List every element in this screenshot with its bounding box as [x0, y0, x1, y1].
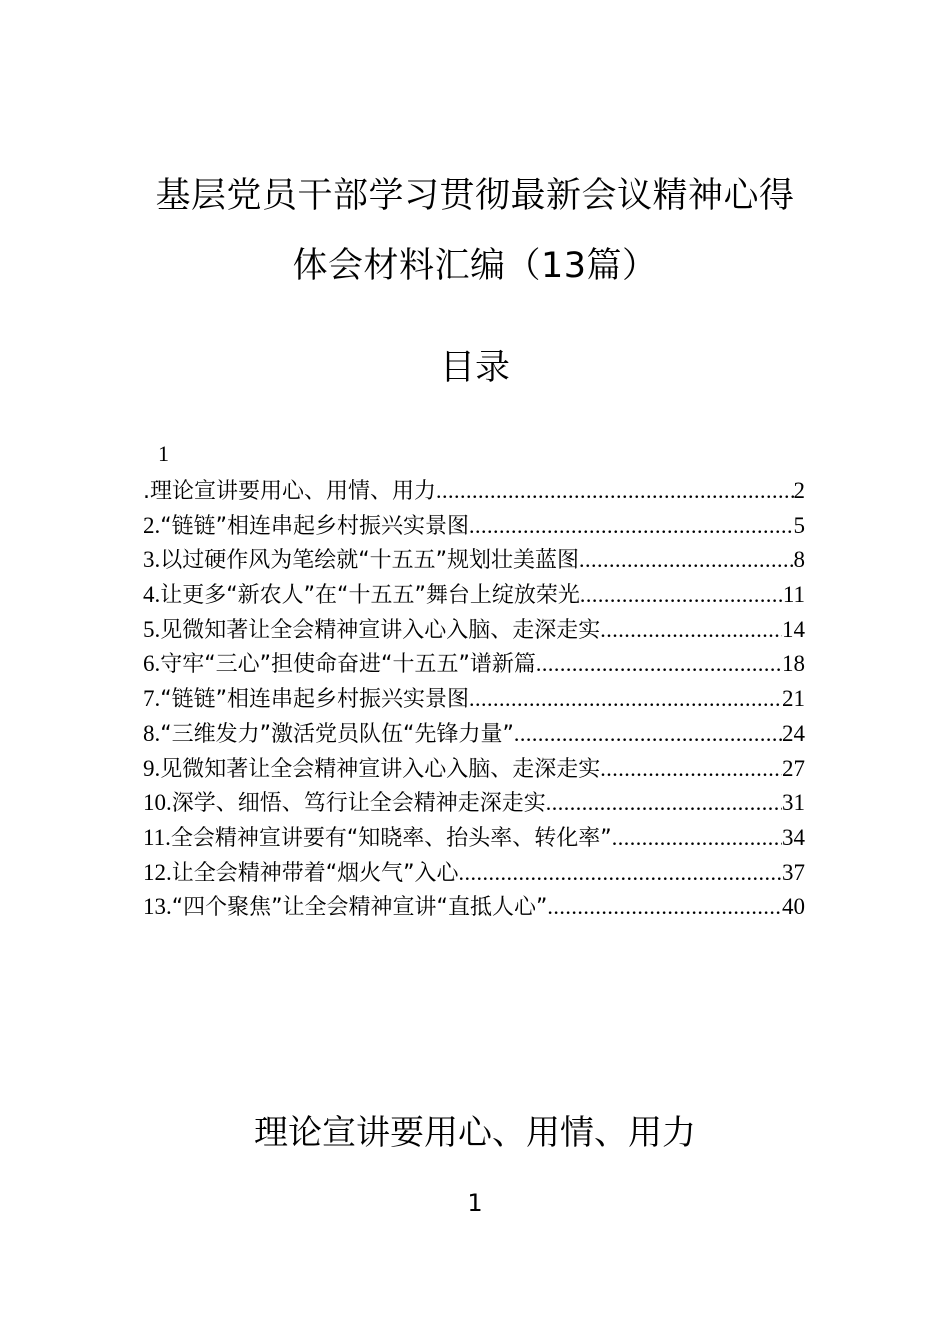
toc-entry-10[interactable]	[143, 788, 805, 823]
toc-dot-leader	[600, 754, 782, 784]
section-heading: 理论宣讲要用心、用情、用力	[254, 1113, 696, 1153]
toc-heading: 目录	[439, 348, 510, 388]
toc-entry-title: 10.深学、细悟、笃行让全会精神走深走实	[143, 790, 546, 817]
document-title-line-2: 体会材料汇编（13篇）	[292, 246, 658, 286]
toc-dot-leader	[600, 615, 782, 645]
toc-entry-page: 5	[793, 512, 805, 538]
toc-entry-4[interactable]	[143, 580, 805, 615]
toc-entry-9[interactable]	[143, 754, 805, 789]
toc-entry-page: 21	[782, 686, 805, 712]
toc-entry-2[interactable]	[143, 511, 805, 546]
toc-entry-page: 27	[782, 755, 805, 781]
toc-entry-page: 11	[782, 582, 805, 608]
table-of-contents	[143, 476, 805, 927]
toc-entry-12[interactable]	[143, 858, 805, 893]
toc-dot-leader	[469, 511, 793, 541]
toc-entry-page: 24	[782, 720, 805, 746]
toc-entry-5[interactable]	[143, 615, 805, 650]
toc-dot-leader	[436, 476, 794, 506]
toc-entry-title: .理论宣讲要用心、用情、用力	[143, 479, 436, 504]
toc-entry-page: 8	[793, 547, 805, 573]
toc-entry-6[interactable]	[143, 649, 805, 684]
toc-entry-title: 5.见微知著让全会精神宣讲入心入脑、走深走实	[143, 616, 601, 643]
toc-entry-page: 31	[782, 790, 805, 816]
toc-entry-page: 14	[782, 616, 805, 642]
toc-dot-leader	[536, 649, 782, 679]
toc-dot-leader	[459, 858, 782, 888]
toc-entry-title: 6.守牢“三心”担使命奋进“十五五”谱新篇	[143, 651, 536, 678]
toc-entry-page: 40	[782, 894, 805, 920]
toc-dot-leader	[546, 788, 782, 818]
toc-entry-title: 2.“链链”相连串起乡村振兴实景图	[143, 512, 470, 539]
toc-entry-title: 4.让更多“新农人”在“十五五”舞台上绽放荣光	[143, 582, 580, 609]
toc-dot-leader	[579, 545, 793, 575]
toc-entry-page: 2	[793, 478, 805, 503]
toc-entry-title: 3.以过硬作风为笔绘就“十五五”规划壮美蓝图	[143, 547, 580, 574]
toc-dot-leader	[469, 684, 782, 714]
document-title-line-1: 基层党员干部学习贯彻最新会议精神心得	[155, 176, 795, 216]
toc-entry-8[interactable]	[143, 719, 805, 754]
toc-lead-number: 1	[158, 441, 169, 466]
toc-entry-title: 12.让全会精神带着“烟火气”入心	[143, 859, 459, 886]
toc-entry-11[interactable]	[143, 823, 805, 858]
toc-entry-title: 9.见微知著让全会精神宣讲入心入脑、走深走实	[143, 755, 601, 782]
toc-entry-title: 7.“链链”相连串起乡村振兴实景图	[143, 686, 470, 713]
toc-entry-title: 11.全会精神宣讲要有“知晓率、抬头率、转化率”	[143, 824, 612, 851]
toc-entry-7[interactable]	[143, 684, 805, 719]
toc-entry-13[interactable]	[143, 892, 805, 927]
toc-dot-leader	[547, 892, 782, 922]
toc-entry-page: 18	[782, 651, 805, 677]
toc-entry-title: 8.“三维发力”激活党员队伍“先锋力量”	[143, 720, 514, 747]
toc-entry-page: 34	[782, 824, 805, 850]
toc-entry-page: 37	[782, 859, 805, 885]
toc-entry-title: 13.“四个聚焦”让全会精神宣讲“直抵人心”	[143, 894, 548, 921]
toc-dot-leader	[580, 580, 783, 610]
page-number: 1	[467, 1189, 483, 1217]
toc-entry-1[interactable]	[143, 476, 805, 511]
toc-dot-leader	[612, 823, 782, 853]
toc-dot-leader	[514, 719, 782, 749]
toc-entry-3[interactable]	[143, 545, 805, 580]
